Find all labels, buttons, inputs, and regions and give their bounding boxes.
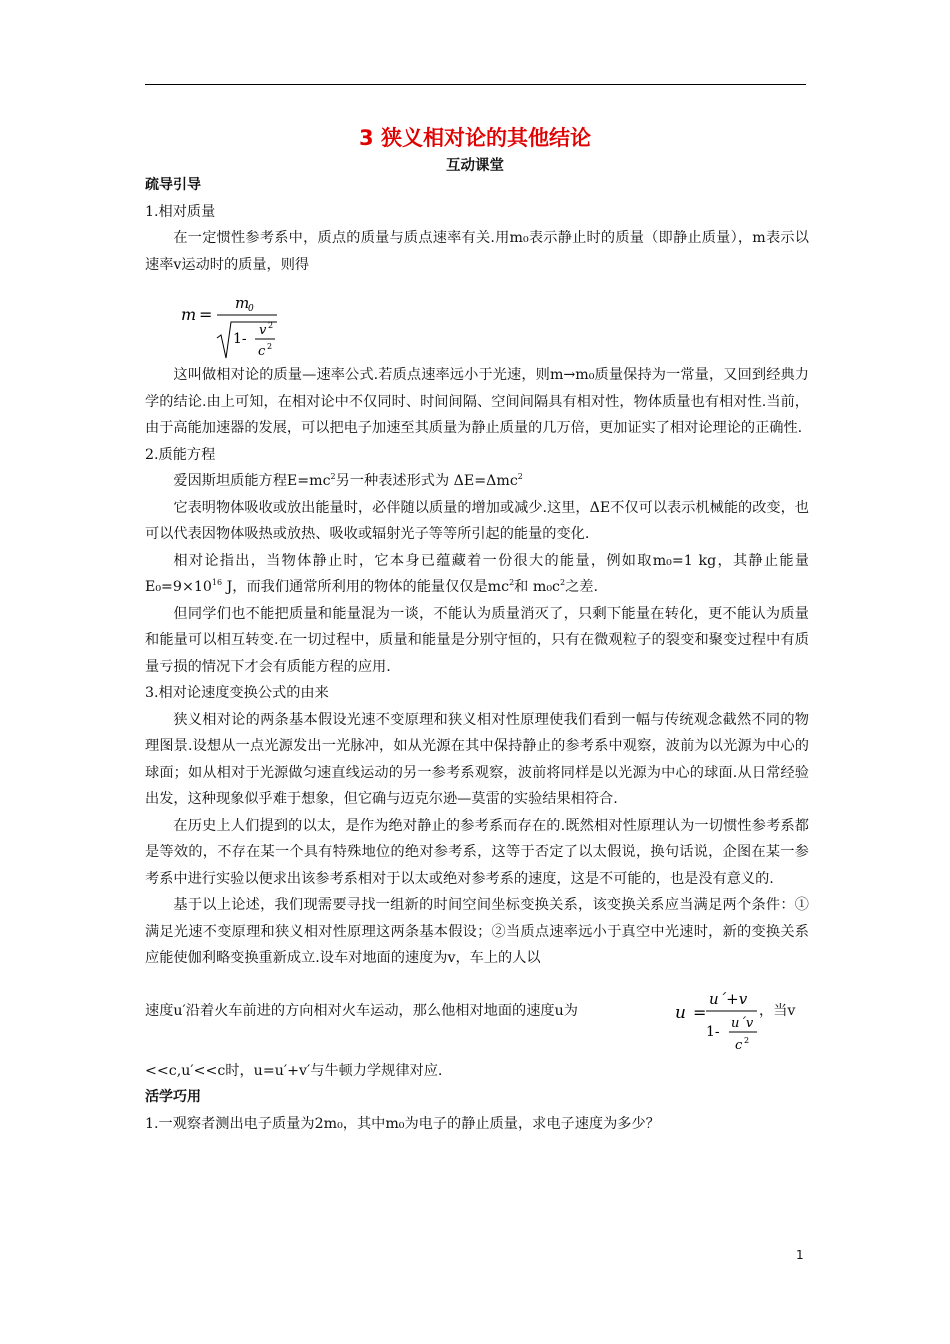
velocity-formula-svg: [673, 972, 773, 1052]
vformula-numerator: u´+v: [709, 989, 748, 1008]
s2-p3-sup-1: 2: [509, 578, 515, 587]
s2-p1-sup-a: 2: [330, 472, 336, 481]
mass-formula: [179, 278, 809, 362]
s2-paragraph-2: 它表明物体吸收或放出能量时，必伴随以质量的增加或减少.这里，ΔE不仅可以表示机械能的改变，也可以代表因物体吸热或放热、吸收或辐射光子等等所引起的能量的变化.: [145, 499, 809, 542]
page-title: 3 狭义相对论的其他结论: [359, 126, 591, 150]
formula-c: c: [258, 344, 266, 359]
s2-paragraph-3: [145, 548, 809, 601]
vformula-c: c: [735, 1037, 743, 1052]
s3-p4-part-b: ，当v: [759, 1002, 796, 1019]
s2-p3-part-c: 和 m₀c: [514, 579, 560, 595]
formula-one-minus: 1-: [233, 331, 247, 347]
s3-formula-line: [145, 972, 809, 1052]
s2-heading: 2.质能方程: [145, 446, 216, 463]
s2-p3-exp: 16: [211, 578, 223, 587]
s2-p1-part-a: 爱因斯坦质能方程E=mc: [173, 473, 331, 489]
s3-paragraph-3: 基于以上论述，我们现需要寻找一组新的时间空间坐标变换关系，该变换关系应当满足两个条件：①满足光速不变原理和狭义相对性原理这两条基本假设；②当质点速率远小于真空中光速时，新的变换关系应能使伽利略变换重新成立.设车对地面的速度为v，车上的人以: [145, 897, 809, 966]
page-number: 1: [796, 1248, 804, 1262]
s1-paragraph-2: 这叫做相对论的质量—速率公式.若质点速率远小于光速，则m→m₀质量保持为一常量，又回到经典力学的结论.由上可知，在相对论中不仅同时、时间间隔、空间间隔具有相对性，物体质量也有相对性.当前，由于高能加速器的发展，可以把电子加速至其质量为静止质量的几万倍，更加证实了相对论理论的正确性.: [145, 367, 809, 436]
s3-p4-part-a: 速度u′沿着火车前进的方向相对火车运动，那么他相对地面的速度u为: [145, 1002, 578, 1019]
formula-lhs-m: m: [181, 305, 197, 324]
s1-paragraph-1: 在一定惯性参考系中，质点的质量与质点速率有关.用m₀表示静止时的质量（即静止质量），m表示以速率v运动时的质量，则得: [145, 230, 809, 273]
vformula-c-exp: 2: [744, 1035, 750, 1045]
s3-paragraph-1: 狭义相对论的两条基本假设光速不变原理和狭义相对性原理使我们看到一幅与传统观念截然不同的物理图景.设想从一点光源发出一光脉冲，如从光源在其中保持静止的参考系中观察，波前为以光源为中心的球面；如从相对于光源做匀速直线运动的另一参考系观察，波前将同样是以光源为中心的球面.从日常经验出发，这种现象似乎难于想象，但它确与迈克尔逊—莫雷的实验结果相符合.: [145, 711, 809, 807]
vformula-lhs-u: u: [675, 1002, 686, 1023]
section-heading-practice: 活学巧用: [145, 1089, 201, 1105]
formula-v: v: [259, 323, 267, 338]
vformula-eq: =: [693, 1002, 707, 1022]
question-1: 1.一观察者测出电子质量为2m₀，其中m₀为电子的静止质量，求电子速度为多少？: [145, 1115, 660, 1132]
document-body: [145, 172, 809, 1137]
s3-paragraph-2: 在历史上人们提到的以太，是作为绝对静止的参考系而存在的.既然相对性原理认为一切惯性参考系都是等效的，不存在某一个具有特殊地位的绝对参考系，这等于否定了以太假说，换句话说，企图在某一参考系中进行实验以便求出该参考系相对于以太或绝对参考系的速度，这是不可能的，也是没有意义的.: [145, 817, 809, 887]
s3-heading: 3.相对论速度变换公式的由来: [145, 685, 329, 701]
formula-c-exp: 2: [267, 342, 273, 351]
s2-p3-sup-2: 2: [559, 578, 566, 587]
s2-p3-part-a: 相对论指出，当物体静止时，它本身已蕴藏着一份很大的能量，例如取m₀=1 kg，其静止能量E₀=9×10: [145, 552, 809, 595]
formula-numerator-sub: 0: [248, 304, 254, 314]
s2-p1-sup-b: 2: [517, 472, 523, 481]
s2-paragraph-4: 但同学们也不能把质量和能量混为一谈，不能认为质量消灭了，只剩下能量在转化，更不能认为质量和能量可以相互转变.在一切过程中，质量和能量是分别守恒的，只有在微观粒子的裂变和聚变过程中有质量亏损的情况下才会有质能方程的应用.: [145, 605, 809, 675]
s2-p3-part-b: J，而我们通常所利用的物体的能量仅仅是mc: [222, 579, 510, 595]
header-rule: [145, 84, 806, 85]
formula-numerator-m: m: [235, 294, 250, 312]
mass-formula-svg: [179, 278, 359, 362]
s1-heading: 1.相对质量: [145, 203, 216, 220]
formula-eq: =: [199, 305, 213, 324]
s2-paragraph-1: [145, 468, 809, 495]
s2-p1-part-b: 另一种表述形式为 ΔE=Δmc: [335, 473, 518, 489]
vformula-inner-num: u´v: [731, 1015, 754, 1031]
section-heading-guidance: 疏导引导: [145, 177, 201, 193]
s3-paragraph-5: <<c,u′<<c时，u=u′+v′与牛顿力学规律对应.: [145, 1062, 443, 1079]
s2-p3-part-d: 之差.: [565, 579, 598, 595]
vformula-one-minus: 1-: [706, 1023, 720, 1040]
page-subtitle: 互动课堂: [446, 158, 504, 174]
formula-v-exp: 2: [268, 321, 274, 330]
